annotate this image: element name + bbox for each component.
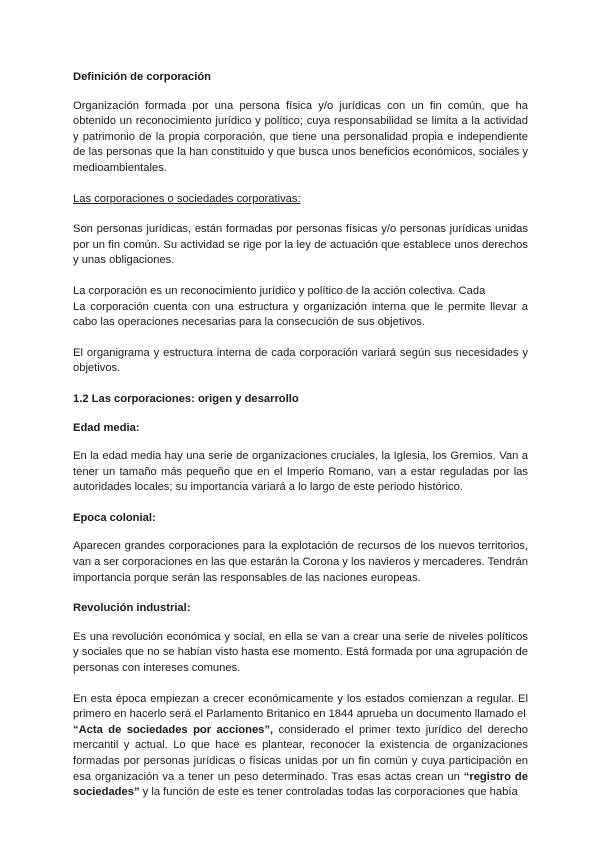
regulation-text-2: considerado el primer texto jurídico del derecho mercantil y actual. Lo que hace es plantear, reconocer la existencia de organizaciones formadas por personas jurídicas o físicas unidas por un fin común y cuya participación en esa organización va a tener un peso determinado. Tras esas actas crean un bbox=[73, 723, 528, 783]
document-body bbox=[73, 70, 528, 816]
org-chart-paragraph: El organigrama y estructura interna de cada corporación variará según sus necesidades y objetivos. bbox=[73, 346, 528, 375]
regulation-paragraph bbox=[73, 692, 528, 801]
act-title: “Acta de sociedades por acciones”, bbox=[73, 723, 274, 736]
registry-title: “registro de sociedades” bbox=[73, 770, 528, 799]
middle-ages-paragraph: En la edad media hay una serie de organizaciones cruciales, la Iglesia, los Gremios. Van a tener un tamaño más pequeño que en el Imperio Romano, van a estar reguladas por las autoridades locales; su importancia variará a lo largo de este periodo histórico. bbox=[73, 450, 528, 494]
middle-ages-heading: Edad media: bbox=[73, 421, 140, 434]
industrial-revolution-heading: Revolución industrial: bbox=[73, 602, 191, 615]
corporations-subtitle: Las corporaciones o sociedades corporativas: bbox=[73, 192, 301, 205]
regulation-text-3: y la función de este es tener controladas todas las corporaciones que había bbox=[139, 786, 518, 799]
legal-persons-paragraph: Son personas jurídicas, están formadas por personas físicas y/o personas jurídicas unidas por un fin común. Su actividad se rige por la ley de actuación que establece unos derechos y unas obligaciones. bbox=[73, 223, 528, 267]
section-heading: 1.2 Las corporaciones: origen y desarrollo bbox=[73, 392, 299, 405]
document-title: Definición de corporación bbox=[73, 71, 211, 83]
structure-paragraph: La corporación cuenta con una estructura y organización interna que le permite llevar a cabo las operaciones necesarias para la consecución de sus objetivos. bbox=[73, 300, 528, 329]
colonial-era-heading: Epoca colonial: bbox=[73, 511, 156, 524]
definition-paragraph: Organización formada por una persona física y/o jurídicas con un fin común, que ha obtenido un reconocimiento jurídico y político; cuya responsabilidad se limita a la actividad y patrimonio de la propia corporación, que tiene una personalidad propia e independiente de las personas que la han constituido y que busca unos beneficios económicos, sociales y medioambientales. bbox=[73, 99, 528, 174]
recognition-paragraph: La corporación es un reconocimiento jurídico y político de la acción colectiva. Cada bbox=[73, 284, 486, 297]
regulation-text-1: En esta época empiezan a crecer económicamente y los estados comienzan a regular. El primero en hacerlo será el Parlamento Britanico en 1844 aprueba un documento llamado el bbox=[73, 692, 528, 721]
industrial-revolution-paragraph: Es una revolución económica y social, en ella se van a crear una serie de niveles políticos y sociales que no se habían visto hasta ese momento. Está formada por una agrupación de personas con intereses comunes. bbox=[73, 630, 528, 675]
colonial-era-paragraph: Aparecen grandes corporaciones para la explotación de recursos de los nuevos territorios, van a ser corporaciones en las que estarán la Corona y los navieros y mercaderes. Tendrán importancia porque serán las responsables de las naciones europeas. bbox=[73, 540, 528, 584]
